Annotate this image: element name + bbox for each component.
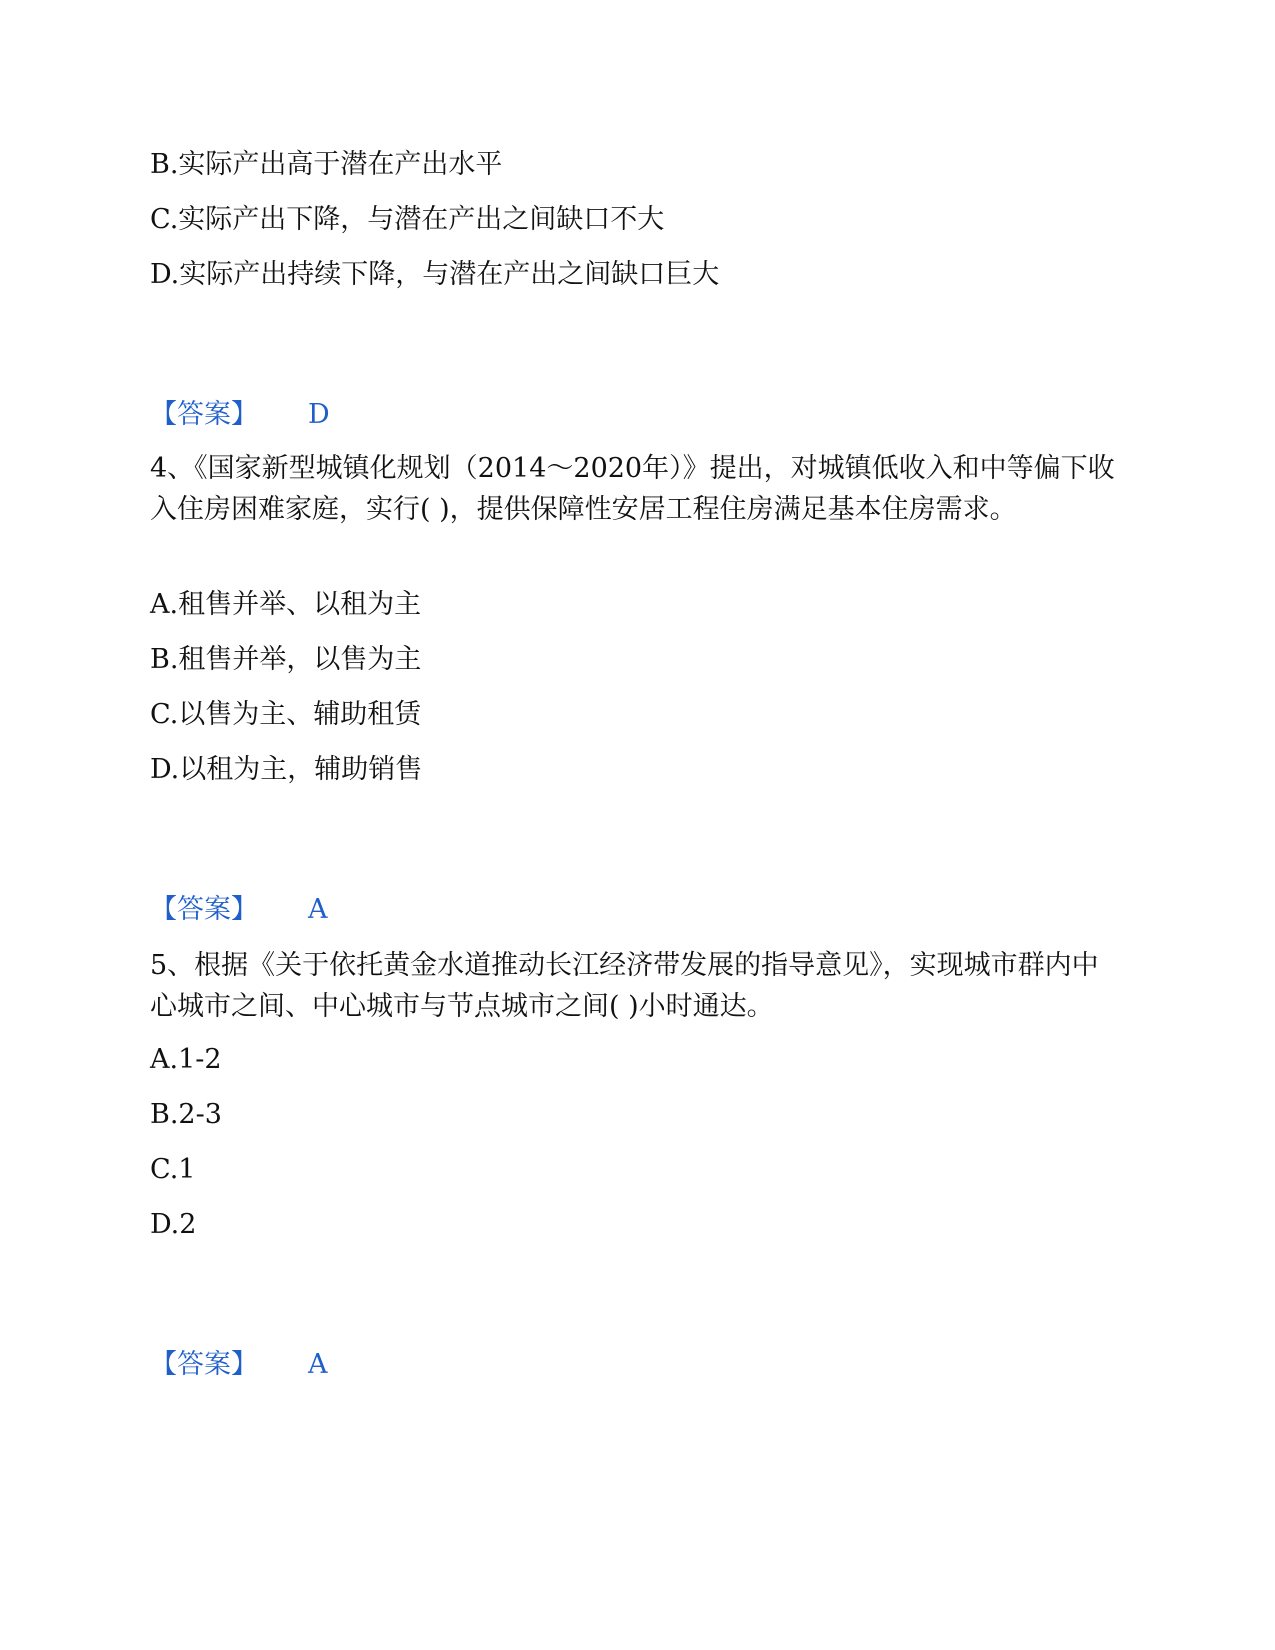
q4-answer-value: A [308,894,328,925]
q4-option-c: C.以售为主、辅助租赁 [150,699,422,730]
q4-option-b: B.租售并举，以售为主 [150,644,422,675]
q3-answer-label: 【答案】 [150,399,258,430]
q4-option-d: D.以租为主，辅助销售 [150,754,423,785]
q3-answer-row [150,400,330,430]
q5-answer-row [150,1350,328,1380]
q3-answer-value: D [308,399,330,430]
q5-answer-label: 【答案】 [150,1349,258,1380]
q3-option-c: C.实际产出下降，与潜在产出之间缺口不大 [150,204,665,235]
q4-answer-row [150,895,328,925]
q4-stem: 4、《国家新型城镇化规划（2014～2020年）》提出，对城镇低收入和中等偏下收入住房困难家庭，实行( )，提供保障性安居工程住房满足基本住房需求。 [150,453,1115,525]
q4-answer-label: 【答案】 [150,894,258,925]
q5-option-a: A.1-2 [150,1044,222,1075]
q5-stem: 5、根据《关于依托黄金水道推动长江经济带发展的指导意见》，实现城市群内中心城市之间、中心城市与节点城市之间( )小时通达。 [150,950,1099,1022]
q5-option-c: C.1 [150,1154,196,1185]
q5-answer-value: A [308,1349,328,1380]
q5-option-d: D.2 [150,1209,197,1240]
q3-option-d: D.实际产出持续下降，与潜在产出之间缺口巨大 [150,259,720,290]
q5-option-b: B.2-3 [150,1099,222,1130]
q3-option-b: B.实际产出高于潜在产出水平 [150,149,503,180]
q4-option-a: A.租售并举、以租为主 [150,589,422,620]
